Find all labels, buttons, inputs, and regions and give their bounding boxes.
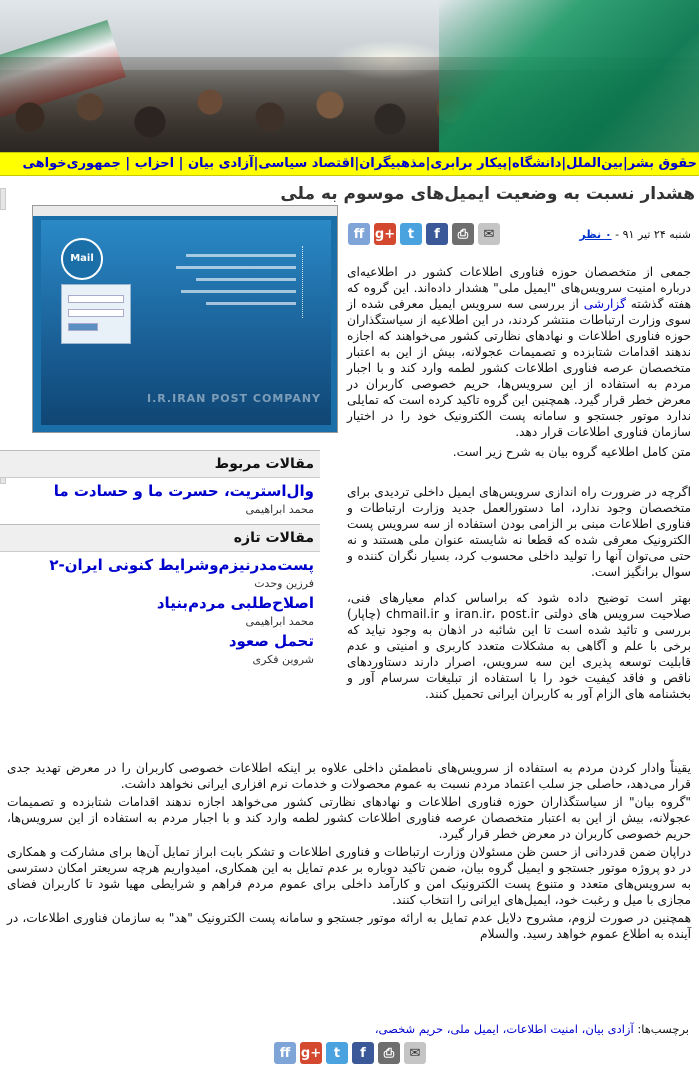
article-paragraph: اگرچه در ضرورت راه اندازی سرویس‌های ایمیل داخلی تردیدی برای متخصصان وجود ندارد، اما دستورالعمل جدید وزارت ارتباطات و فناوری اطلاعات مبنی بر الزامی بودن استفاده از سه سرویس پست الکترونیک معرفی شده که قطعا نه شایسته عنوان ملی هستند و نه حتی می‌توان آنها را تولید داخلی محسوب کرد، بسیار نگران کننده و سوال برانگیز است. bbox=[347, 485, 691, 579]
article-paragraph bbox=[347, 264, 691, 440]
email-icon[interactable]: ✉ bbox=[404, 1042, 426, 1064]
facebook-icon[interactable]: f bbox=[426, 223, 448, 245]
paragraph-text: از بررسی سه سرویس ایمیل معرفی شده از سوی وزارت ارتباطات منتشر کردند، در این اطلاعیه از سیاستگذاران حوزه فناوری اطلاعات و نهادهای نظارتی کشور می‌خواهند که اجازه ندهند اقدامات شتابزده و تصمیمات عجولانه، بیش از این به اعتبار متخصصان عرصه فناوری اطلاعات کشور لطمه وارد کند و با اجبار مردم به استفاده از این سرویس‌ها، حریم خصوصی کاربران در معرض خطر قرار گیرد. همچنین این گروه تاکید کرده است که تمایلی ندارد موتور جستجو و سامانه پست الکترونیک خود را در اختیار سازمان فناوری اطلاعات قرار دهد. bbox=[347, 297, 691, 439]
nav-separator: | bbox=[253, 156, 259, 171]
article-body-narrow bbox=[347, 484, 691, 704]
header-banner bbox=[0, 0, 699, 152]
nav-item-university[interactable]: دانشگاه bbox=[512, 156, 562, 171]
nav-item-equality[interactable]: پیکار برابری bbox=[430, 156, 508, 171]
email-icon[interactable]: ✉ bbox=[478, 223, 500, 245]
image-browser-bar bbox=[33, 206, 337, 216]
nav-item-international[interactable]: بین‌الملل bbox=[566, 156, 624, 171]
article-paragraph: یقیناً وادار کردن مردم به استفاده از سرویس‌های نامطمئن داخلی علاوه بر اینکه اطلاعات خصوصی کاربران را در معرض تهدید جدی قرار می‌دهد، حاصلی جز سلب اعتماد مردم نسبت به عموم محصولات و خدمات نرم افزاری ایرانی نخواهد داشت. bbox=[7, 761, 691, 791]
article-paragraph: متن کامل اطلاعیه گروه بیان به شرح زیر است. bbox=[452, 445, 691, 459]
share-bar-top bbox=[348, 223, 500, 245]
related-article-link[interactable]: وال‌استریت، حسرت ما و حسادت ما bbox=[53, 482, 314, 500]
nav-item-political-economy[interactable]: اقتصاد سیاسی bbox=[258, 156, 355, 171]
tag-link[interactable]: آزادی بیان، bbox=[581, 1022, 634, 1036]
image-login-button bbox=[68, 323, 98, 331]
recent-articles-box bbox=[0, 524, 320, 666]
image-login-field bbox=[68, 309, 124, 317]
image-text-line bbox=[196, 278, 296, 281]
recent-article-link[interactable]: پست‌مدرنیزم‌وشرایط کنونی ایران-۲ bbox=[49, 556, 314, 574]
recent-article-author: فرزین وحدت bbox=[254, 577, 314, 590]
related-articles-box bbox=[0, 450, 320, 516]
image-login-field bbox=[68, 295, 124, 303]
image-text-line bbox=[176, 266, 296, 269]
recent-article-item bbox=[0, 552, 320, 590]
image-login-box bbox=[61, 284, 131, 344]
article-image bbox=[32, 205, 338, 433]
article-date: شنبه ۲۴ تیر ۹۱ bbox=[622, 228, 691, 241]
nav-item-human-rights[interactable]: حقوق بشر bbox=[627, 156, 697, 171]
nav-separator: | bbox=[120, 156, 135, 171]
print-icon[interactable]: ⎙ bbox=[452, 223, 474, 245]
share-bar-bottom bbox=[274, 1042, 426, 1064]
image-text-line bbox=[186, 254, 296, 257]
nav-separator: | bbox=[174, 156, 188, 171]
report-link[interactable]: گزارشی bbox=[583, 297, 626, 311]
image-text-line bbox=[181, 290, 296, 293]
nav-separator: | bbox=[561, 156, 567, 171]
recent-article-link[interactable]: تحمل صعود bbox=[228, 632, 314, 650]
related-article-item bbox=[0, 478, 320, 516]
related-article-author: محمد ابراهیمی bbox=[245, 503, 314, 516]
article-paragraph: بهتر است توضیح داده شود که براساس کدام معیارهای فنی، صلاحیت سرویس های دولتی iran.ir، post.ir و chmail.ir (چاپار) بررسی و تائید شده است تا این شائبه در اذهان به وجود نیاید که برخی با علم و آگاهی به مشکلات متعدد کاربری و امنیتی و عدم قابلیت توسعه پذیری این سه سرویس، اصرار دارند دستاوردهای ناقص و فاقد کیفیت خود را با استفاده از تبلیغات سرسام آور و بخشنامه های الزام آور به کاربران ایرانی تحمیل کنند. bbox=[347, 591, 692, 701]
top-nav bbox=[0, 152, 699, 176]
facebook-icon[interactable]: f bbox=[352, 1042, 374, 1064]
image-text-line bbox=[206, 302, 296, 305]
article-date-line: شنبه ۲۴ تیر ۹۱ - ۰ نظر bbox=[579, 228, 691, 241]
google-plus-icon[interactable]: g+ bbox=[300, 1042, 322, 1064]
twitter-icon[interactable]: t bbox=[326, 1042, 348, 1064]
nav-item-parties[interactable]: احزاب bbox=[134, 156, 175, 171]
tag-link[interactable]: حریم شخصی، bbox=[374, 1022, 444, 1036]
nav-separator: | bbox=[354, 156, 360, 171]
recent-article-author: شروین فکری bbox=[252, 653, 314, 666]
tags-label: برچسب‌ها: bbox=[637, 1022, 689, 1036]
left-edge-tab bbox=[0, 188, 6, 210]
image-page bbox=[41, 220, 331, 425]
article-title: هشدار نسبت به وضعیت ایمیل‌های موسوم به ملی bbox=[280, 184, 695, 204]
paragraph-text: جمعی از متخصصان حوزه فناوری اطلاعات کشور در اطلاعیه‌ای درباره امنیت سرویس‌های "ایمیل ملی" هشدار داده‌اند. این گروه که هفته گذشته bbox=[347, 265, 691, 311]
recent-article-item bbox=[0, 590, 320, 628]
recent-article-author: محمد ابراهیمی bbox=[245, 615, 314, 628]
twitter-icon[interactable]: t bbox=[400, 223, 422, 245]
tag-link[interactable]: امنیت اطلاعات، bbox=[502, 1022, 578, 1036]
comments-count-link[interactable]: ۰ نظر bbox=[579, 228, 612, 241]
article-paragraph: دراپان ضمن قدردانی از حسن ظن مسئولان وزارت ارتباطات و فناوری اطلاعات و تشکر بابت ابراز تمایل آن‌ها برای مشارکت و همکاری در دو پروژه موتور جستجو و ایمیل گروه بیان، ضمن تاکید دوباره بر عدم تمایل به این همکاری، امیدواریم هرچه سریعتر امکان دسترسی به سرویس‌های متعدد و متنوع پست الکترونیک امن و کارآمد داخلی برای عموم مردم فراهم و شرایطی مهیا شود تا کاربران فضای مجازی با میل و رغبت خود، ایمیل‌های ایرانی را انتخاب کنند. bbox=[7, 845, 691, 907]
nav-item-republicanism[interactable]: جمهوری‌خواهی bbox=[22, 156, 121, 171]
article-tags bbox=[375, 1022, 689, 1036]
mail-post-logo: Mail bbox=[61, 238, 103, 280]
recent-articles-heading: مقالات تازه bbox=[0, 524, 320, 552]
nav-separator: | bbox=[507, 156, 513, 171]
recent-article-link[interactable]: اصلاح‌طلبی مردم‌بنیاد bbox=[156, 594, 314, 612]
nav-item-religious[interactable]: مذهبیگران bbox=[359, 156, 426, 171]
article-intro-tail bbox=[347, 444, 691, 462]
article-body-wide bbox=[7, 760, 691, 944]
nav-separator: | bbox=[425, 156, 431, 171]
friendfeed-icon[interactable]: ff bbox=[274, 1042, 296, 1064]
related-articles-heading: مقالات مربوط bbox=[0, 450, 320, 478]
article-intro-narrow bbox=[347, 264, 691, 442]
article-paragraph: "گروه بیان" از سیاستگذاران حوزه فناوری اطلاعات و نهادهای نظارتی کشور می‌خواهد اجازه ندهند اقدامات شتابزده و تصمیمات عجولانه، بیش از این به اعتبار متخصصان عرصه فناوری اطلاعات کشور لطمه وارد کند و با اجبار مردم به استفاده از این سرویس‌ها، حریم خصوصی کاربران در معرض خطر قرار گیرد. bbox=[7, 795, 691, 841]
recent-article-item bbox=[0, 628, 320, 666]
banner-green-flag bbox=[439, 0, 699, 152]
tag-link[interactable]: ایمیل ملی، bbox=[446, 1022, 499, 1036]
image-caption: I.R.IRAN POST COMPANY bbox=[146, 392, 321, 405]
nav-separator: | bbox=[623, 156, 628, 171]
google-plus-icon[interactable]: g+ bbox=[374, 223, 396, 245]
image-features-panel bbox=[153, 246, 303, 318]
friendfeed-icon[interactable]: ff bbox=[348, 223, 370, 245]
article-paragraph: همچنین در صورت لزوم، مشروح دلایل عدم تمایل به ارائه موتور جستجو و سامانه پست الکترونیک "هد" به سازمان فناوری اطلاعات، در آینده به اطلاع عموم خواهد رسید. والسلام bbox=[7, 911, 691, 941]
nav-item-free-speech[interactable]: آزادی بیان bbox=[187, 156, 254, 171]
print-icon[interactable]: ⎙ bbox=[378, 1042, 400, 1064]
